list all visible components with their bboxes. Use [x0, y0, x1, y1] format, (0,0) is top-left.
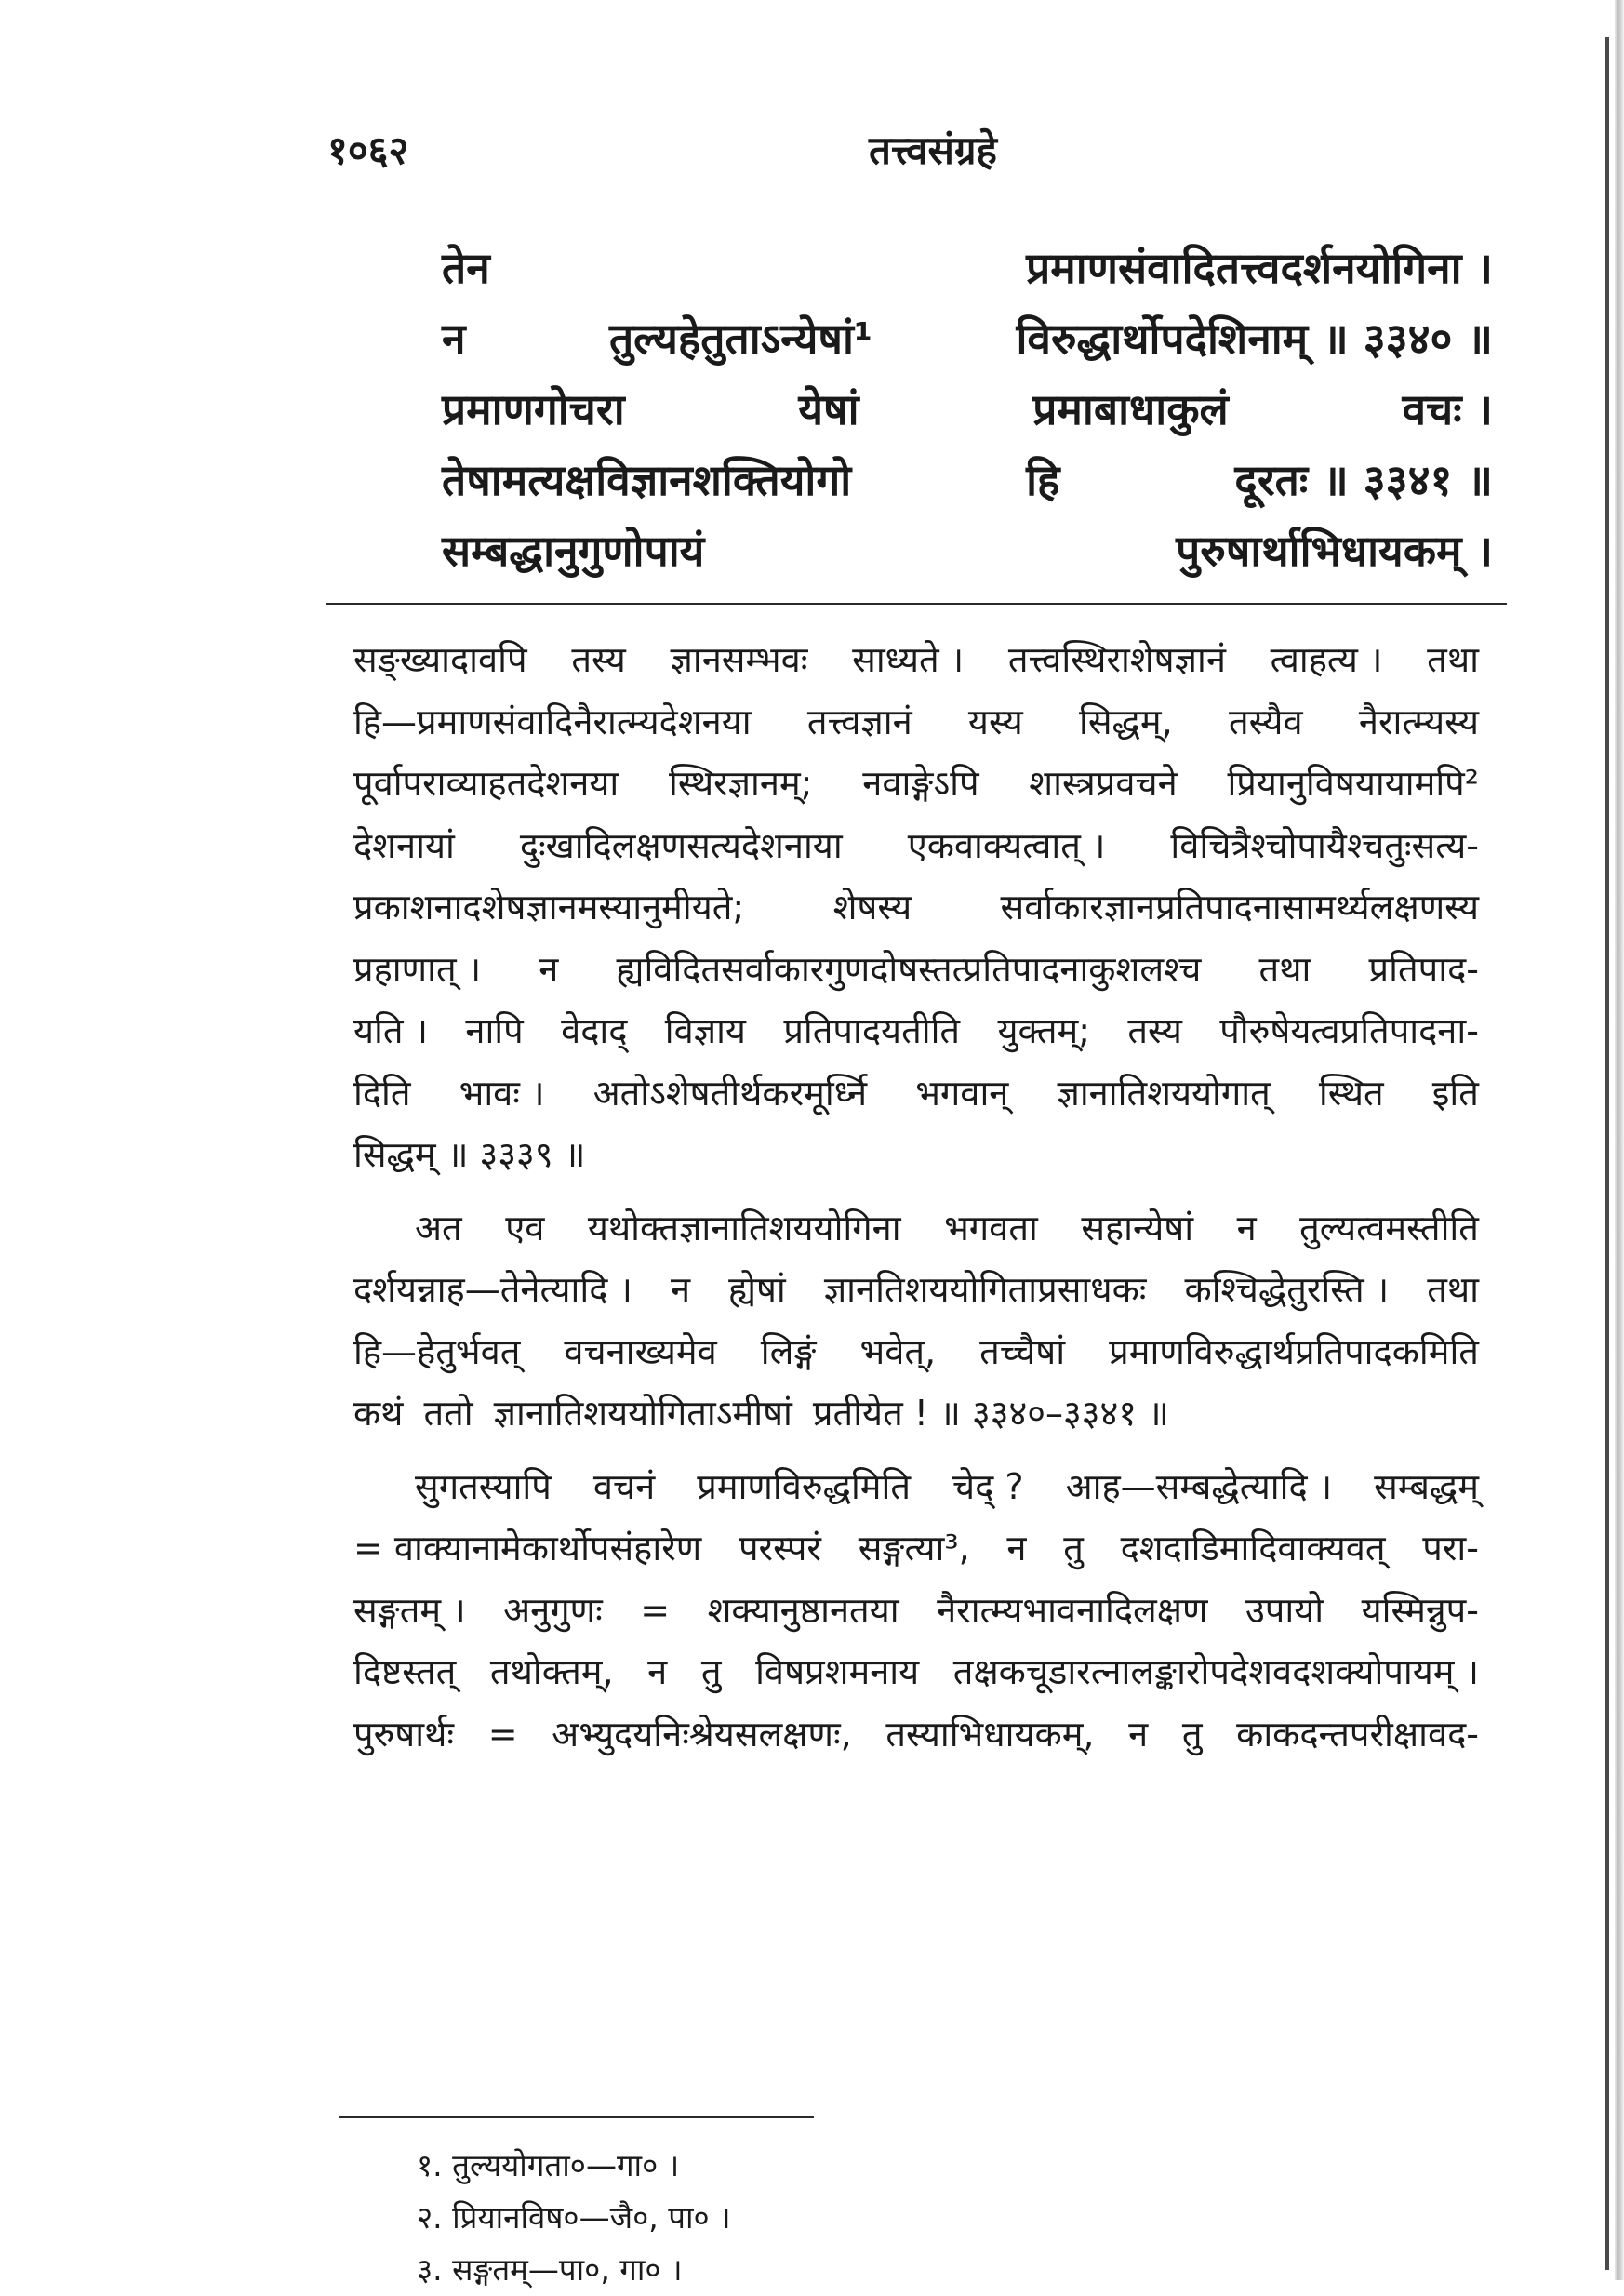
verse-line	[442, 515, 1493, 586]
commentary-word: हि—प्रमाणसंवादिनैरात्म्यदेशनया	[353, 701, 752, 742]
page-edge-line	[1605, 37, 1609, 2270]
commentary-line	[353, 1124, 1479, 1186]
commentary-word: युक्तम्;	[997, 1010, 1091, 1051]
commentary-word: काकदन्तपरीक्षावद-	[1236, 1713, 1479, 1755]
verse-word: प्रमाणसंवादितत्त्वदर्शनयोगिना ।	[1026, 243, 1493, 293]
paragraph-gap	[353, 1186, 1479, 1197]
verse-word: तुल्यहेतुताऽन्येषां¹	[608, 314, 873, 364]
commentary-word: लिङ्गं	[760, 1330, 817, 1372]
commentary-word: अतोऽशेषतीर्थकरमूर्ध्नि	[592, 1072, 868, 1114]
commentary-word: तथा	[1258, 948, 1311, 990]
commentary-word: तु	[700, 1651, 722, 1692]
commentary-word: प्रतिपाद-	[1368, 948, 1479, 990]
verse-line	[442, 303, 1493, 374]
commentary-word: तथोक्तम्,	[489, 1651, 614, 1692]
commentary-word: नापि	[465, 1010, 524, 1051]
commentary-word: वचनं	[592, 1465, 656, 1507]
commentary-word: ज्ञानतिशययोगिताप्रसाधकः	[823, 1269, 1147, 1310]
verse-word: प्रमाणगोचरा	[442, 384, 625, 434]
commentary-word: तु	[1063, 1528, 1084, 1568]
verse-word: दूरतः ॥ ३३४१ ॥	[1234, 455, 1493, 505]
commentary-line	[353, 1062, 1479, 1125]
commentary-word: अभ्युदयनिःश्रेयसलक्षणः,	[552, 1713, 852, 1755]
verse-line	[442, 374, 1493, 445]
commentary-word: सम्बद्धम्	[1374, 1465, 1479, 1507]
commentary-word: शक्यानुष्ठानतया	[707, 1589, 899, 1631]
commentary-word: सङ्गत्या³,	[858, 1528, 970, 1568]
commentary-line	[353, 815, 1479, 877]
commentary-line	[353, 876, 1479, 939]
commentary-word: दिति	[353, 1072, 411, 1114]
footnotes	[417, 2140, 1068, 2296]
commentary-word: न	[1006, 1528, 1027, 1568]
commentary-word: परा-	[1422, 1528, 1479, 1568]
verse-word: तेषामत्यक्षविज्ञानशक्तियोगो	[442, 455, 852, 505]
commentary-word: ज्ञानातिशययोगिताऽमीषां	[493, 1393, 792, 1434]
commentary-word: वचनाख्यमेव	[564, 1330, 717, 1372]
commentary-word: प्रतिपादयतीति	[783, 1010, 961, 1051]
page-header	[327, 123, 1481, 188]
commentary-word: कश्चिद्धेतुरस्ति ।	[1184, 1269, 1390, 1310]
footnote: २. प्रियानविष०—जै०, पा० ।	[417, 2199, 731, 2236]
commentary-word: हि—हेतुर्भवत्	[353, 1330, 521, 1372]
verse-word: वचः ।	[1402, 384, 1493, 434]
commentary-word: तु	[1181, 1713, 1203, 1755]
running-title: तत्त्वसंग्रहे	[869, 127, 997, 173]
commentary-word: अनुगुणः	[503, 1589, 603, 1631]
commentary-word: तस्याभिधायकम्,	[885, 1713, 1095, 1755]
commentary-word: परस्परं	[738, 1528, 821, 1568]
verse-divider	[326, 603, 1507, 605]
commentary-word: तथा	[1427, 1269, 1479, 1310]
commentary-word: नैरात्म्यस्य	[1358, 701, 1479, 742]
commentary-word: यति ।	[353, 1010, 429, 1051]
commentary-word: तथा	[1427, 639, 1479, 680]
commentary-word: ज्ञानातिशययोगात्	[1057, 1072, 1271, 1114]
commentary-word: एव	[505, 1207, 545, 1248]
commentary-word: देशनायां	[353, 824, 455, 866]
commentary-word: भवेत्,	[859, 1330, 937, 1372]
commentary-word: सङ्गतम् ।	[353, 1589, 466, 1631]
commentary-word: = वाक्यानामेकार्थोपसंहारेण	[353, 1528, 702, 1568]
commentary-word: न	[647, 1651, 668, 1692]
commentary-word: भावः ।	[459, 1072, 545, 1114]
commentary-word: ह्यविदितसर्वाकारगुणदोषस्तत्प्रतिपादनाकुशलश्च	[616, 948, 1202, 990]
commentary-line	[353, 1456, 1479, 1518]
commentary-word: प्रकाशनादशेषज्ञानमस्यानुमीयते;	[353, 887, 745, 928]
commentary-word: यस्मिन्नुप-	[1361, 1589, 1479, 1631]
footnote: १. तुल्ययोगता०—गा० ।	[417, 2147, 680, 2183]
commentary-word: तुल्यत्वमस्तीति	[1299, 1207, 1479, 1248]
commentary-line	[353, 939, 1479, 1001]
commentary-word: शेषस्य	[832, 887, 912, 928]
page-number: १०६२	[327, 127, 409, 173]
commentary-word: =	[640, 1589, 671, 1631]
commentary-word: =	[487, 1713, 518, 1755]
commentary-word: सुगतस्यापि	[415, 1465, 552, 1507]
commentary-word: ततो	[423, 1393, 473, 1434]
verse-word: न	[442, 314, 466, 364]
commentary-word: दशदाडिमादिवाक्यवत्	[1120, 1528, 1386, 1568]
commentary-word: उपायो	[1245, 1589, 1324, 1631]
commentary-word: विषप्रशमनाय	[755, 1651, 920, 1692]
verse-line	[442, 445, 1493, 515]
commentary-word: पौरुषेयत्वप्रतिपादना-	[1219, 1010, 1479, 1051]
commentary-word: साध्यते ।	[852, 639, 965, 680]
commentary-line	[353, 1641, 1479, 1703]
commentary-word: तच्चैषां	[979, 1330, 1066, 1372]
commentary-line	[353, 629, 1479, 691]
commentary-word: ह्येषां	[728, 1269, 786, 1310]
commentary-word: सिद्धम्,	[1079, 701, 1173, 742]
commentary-word: एकवाक्यत्वात् ।	[907, 824, 1106, 866]
commentary-line	[353, 1382, 1479, 1445]
verse-word: प्रमाबाधाकुलं	[1032, 384, 1229, 434]
commentary-word: तस्यैव	[1228, 701, 1303, 742]
commentary-word: पुरुषार्थः	[353, 1713, 455, 1755]
commentary-word: न	[670, 1269, 691, 1310]
commentary-word: स्थिरज्ञानम्;	[668, 763, 813, 804]
commentary-word: प्रमाणविरुद्धार्थप्रतिपादकमिति	[1109, 1330, 1479, 1372]
commentary-word: न	[539, 948, 559, 990]
commentary-word: दर्शयन्नाह—तेनेत्यादि ।	[353, 1269, 632, 1310]
commentary-word: नवाङ्गेऽपि	[862, 763, 979, 804]
commentary-word: प्रियानुविषयायामपि²	[1227, 763, 1479, 804]
commentary-word: ज्ञानसम्भवः	[670, 639, 808, 680]
paragraph-gap	[353, 1445, 1479, 1456]
verse-word: हि	[1026, 455, 1060, 505]
commentary-word: प्रतीयेत ! ॥ ३३४०–३३४१ ॥	[812, 1393, 1169, 1434]
footnote: ३. सङ्गतम्—पा०, गा० ।	[417, 2251, 683, 2288]
commentary-line	[353, 1703, 1479, 1766]
verse-word: तेन	[442, 243, 490, 293]
commentary-word: भगवान्	[915, 1072, 1009, 1114]
commentary-line	[353, 1321, 1479, 1383]
commentary-word: सङ्ख्यादावपि	[353, 639, 527, 680]
verse-line	[442, 233, 1493, 303]
commentary-word: दिष्टस्तत्	[353, 1651, 457, 1692]
commentary-word: भगवता	[944, 1207, 1038, 1248]
verse-block	[442, 233, 1493, 586]
commentary-word: तस्य	[571, 639, 626, 680]
commentary-word: दुःखादिलक्षणसत्यदेशनाया	[519, 824, 843, 866]
verse-word: येषां	[798, 384, 859, 434]
commentary-word: आह—सम्बद्धेत्यादि ।	[1065, 1465, 1333, 1507]
commentary	[353, 629, 1479, 1765]
verse-word: विरुद्धार्थोपदेशिनाम् ॥ ३३४० ॥	[1016, 314, 1493, 364]
commentary-word: स्थित	[1318, 1072, 1384, 1114]
commentary-word: तस्य	[1127, 1010, 1182, 1051]
commentary-word: अत	[415, 1207, 462, 1248]
commentary-word: तत्त्वज्ञानं	[806, 701, 912, 742]
commentary-word: विचित्रैश्चोपायैश्चतुःसत्य-	[1170, 824, 1479, 866]
page-edge	[1615, 0, 1624, 2280]
commentary-word: यस्य	[967, 701, 1023, 742]
commentary-word: वेदाद्	[561, 1010, 628, 1051]
commentary-word: सिद्धम् ॥ ३३३९ ॥	[353, 1134, 586, 1175]
commentary-word: चेद् ?	[952, 1465, 1024, 1507]
commentary-word: तत्त्वस्थिराशेषज्ञानं	[1007, 639, 1226, 680]
commentary-word: तक्षकचूडारत्नालङ्कारोपदेशवदशक्योपायम् ।	[952, 1651, 1479, 1692]
commentary-line	[353, 753, 1479, 815]
commentary-word: नैरात्म्यभावनादिलक्षण	[937, 1589, 1208, 1631]
commentary-word: न	[1236, 1207, 1257, 1248]
commentary-line	[353, 1580, 1479, 1642]
commentary-line	[353, 1000, 1479, 1062]
footnote-rule	[339, 2116, 814, 2118]
commentary-word: यथोक्तज्ञानातिशययोगिना	[587, 1207, 901, 1248]
commentary-word: प्रमाणविरुद्धमिति	[697, 1465, 912, 1507]
commentary-word: विज्ञाय	[664, 1010, 746, 1051]
verse-word: सम्बद्धानुगुणोपायं	[442, 526, 705, 576]
commentary-word: सर्वाकारज्ञानप्रतिपादनासामर्थ्यलक्षणस्य	[1000, 887, 1479, 928]
commentary-word: शास्त्रप्रवचने	[1029, 763, 1178, 804]
commentary-line	[353, 691, 1479, 754]
commentary-word: न	[1128, 1713, 1149, 1755]
commentary-line	[353, 1197, 1479, 1260]
commentary-word: त्वाहत्य ।	[1270, 639, 1383, 680]
commentary-word: पूर्वापराव्याहतदेशनया	[353, 763, 619, 804]
commentary-word: सहान्येषां	[1081, 1207, 1194, 1248]
commentary-word: इति	[1431, 1072, 1479, 1114]
commentary-line	[353, 1517, 1479, 1580]
commentary-word: प्रहाणात् ।	[353, 948, 482, 990]
verse-word: पुरुषार्थाभिधायकम् ।	[1176, 526, 1493, 576]
commentary-line	[353, 1259, 1479, 1321]
commentary-word: कथं	[353, 1393, 404, 1434]
